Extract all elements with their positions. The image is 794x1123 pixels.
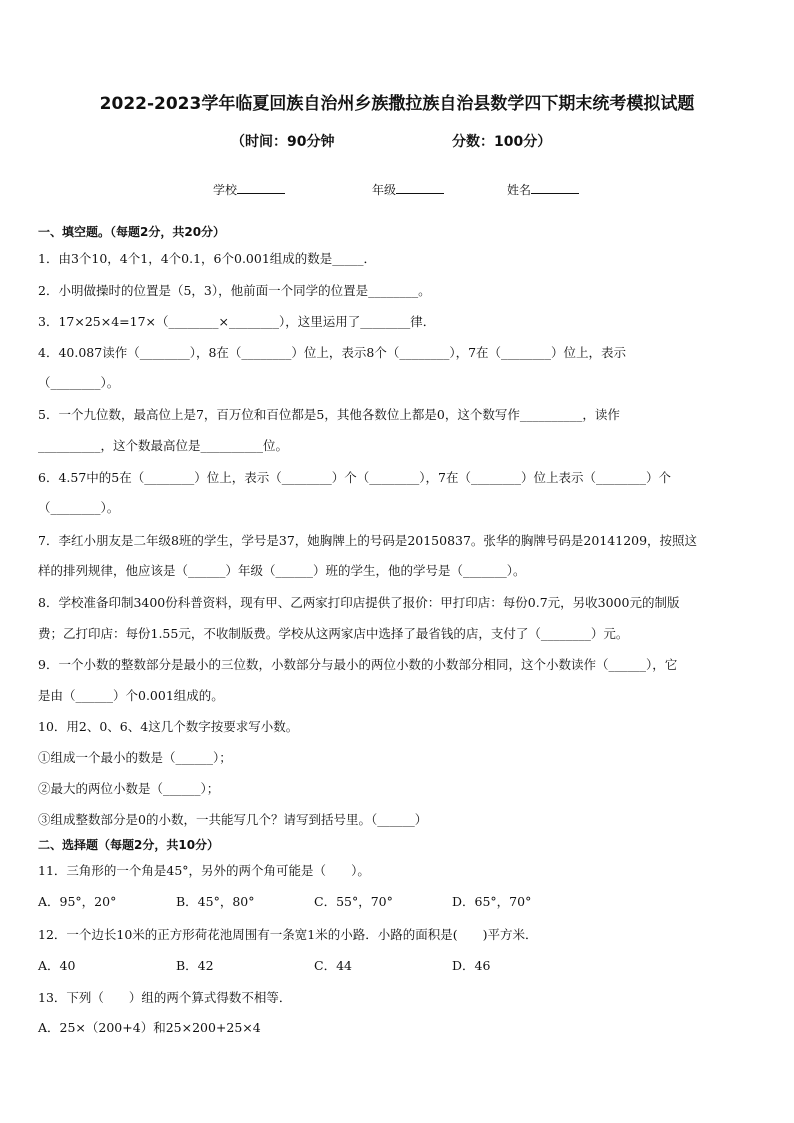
q12-option-c[interactable]: C．44 [314, 958, 352, 973]
exam-score: 分数：100分） [452, 134, 552, 150]
grade-field [372, 181, 444, 198]
name-label: 姓名 [507, 183, 532, 197]
question-line: 3．17×25×4=17×（________×________），这里运用了________律． [38, 314, 436, 329]
question-line: ②最大的两位小数是（______）； [38, 781, 220, 796]
question-line: 是由（______）个0.001组成的。 [38, 688, 224, 703]
question-line: 样的排列规律，他应该是（______）年级（______）班的学生，他的学号是（_______）。 [38, 563, 526, 578]
question-11-stem: 11．三角形的一个角是45°，另外的两个角可能是（ ）。 [38, 863, 370, 878]
grade-blank[interactable] [396, 181, 444, 194]
school-blank[interactable] [237, 181, 285, 194]
question-line: （________）。 [38, 500, 120, 515]
question-line: 5．一个九位数，最高位上是7，百万位和百位都是5，其他各数位上都是0，这个数写作__________，读作 [38, 407, 620, 422]
q13-option-a[interactable]: A．25×（200+4）和25×200+25×4 [38, 1020, 261, 1035]
q11-option-d[interactable]: D．65°，70° [452, 894, 532, 909]
question-line: ③组成整数部分是0的小数，一共能写几个？请写到括号里。（______） [38, 812, 428, 827]
question-line: 8．学校准备印制3400份科普资料，现有甲、乙两家打印店提供了报价：甲打印店：每份0.7元，另收3000元的制版 [38, 595, 680, 610]
q12-option-b[interactable]: B．42 [176, 958, 214, 973]
q11-option-a[interactable]: A．95°，20° [38, 894, 117, 909]
exam-time: （时间：90分钟 [231, 134, 335, 150]
question-line: 4．40.087读作（________），8在（________）位上，表示8个（________），7在（________）位上，表示 [38, 345, 627, 360]
name-blank[interactable] [531, 181, 579, 194]
question-line: 9．一个小数的整数部分是最小的三位数，小数部分与最小的两位小数的小数部分相同，这个小数读作（______），它 [38, 657, 678, 672]
section1-heading: 一、填空题。（每题2分，共20分） [38, 225, 226, 239]
question-line: （________）。 [38, 375, 120, 390]
question-line: __________，这个数最高位是__________位。 [38, 438, 289, 453]
q11-option-c[interactable]: C．55°，70° [314, 894, 393, 909]
question-line: 2．小明做操时的位置是（5，3），他前面一个同学的位置是________。 [38, 283, 431, 298]
section2-heading: 二、选择题（每题2分，共10分） [38, 838, 220, 852]
question-line: 7．李红小朋友是二年级8班的学生，学号是37，她胸牌上的号码是20150837。张华的胸牌号码是20141209，按照这 [38, 533, 698, 548]
q11-option-b[interactable]: B．45°，80° [176, 894, 255, 909]
grade-label: 年级 [372, 183, 397, 197]
question-line: ①组成一个最小的数是（______）； [38, 750, 232, 765]
page-title: 2022-2023学年临夏回族自治州乡族撒拉族自治县数学四下期末统考模拟试题 [99, 94, 695, 114]
school-field [213, 181, 285, 198]
question-line: 费；乙打印店：每份1.55元，不收制版费。学校从这两家店中选择了最省钱的店，支付了（________）元。 [38, 626, 629, 641]
q12-option-d[interactable]: D．46 [452, 958, 491, 973]
question-line: 6．4.57中的5在（________）位上，表示（________）个（________），7在（________）位上表示（________）个 [38, 470, 671, 485]
name-field [507, 181, 579, 198]
q12-option-a[interactable]: A．40 [38, 958, 76, 973]
school-label: 学校 [213, 183, 238, 197]
question-13-stem: 13．下列（ ）组的两个算式得数不相等． [38, 990, 292, 1005]
question-line: 1．由3个10，4个1，4个0.1，6个0.001组成的数是_____． [38, 251, 377, 266]
question-12-stem: 12．一个边长10米的正方形荷花池周围有一条宽1米的小路．小路的面积是( )平方米． [38, 927, 538, 942]
question-line: 10．用2、0、6、4这几个数字按要求写小数。 [38, 719, 299, 734]
